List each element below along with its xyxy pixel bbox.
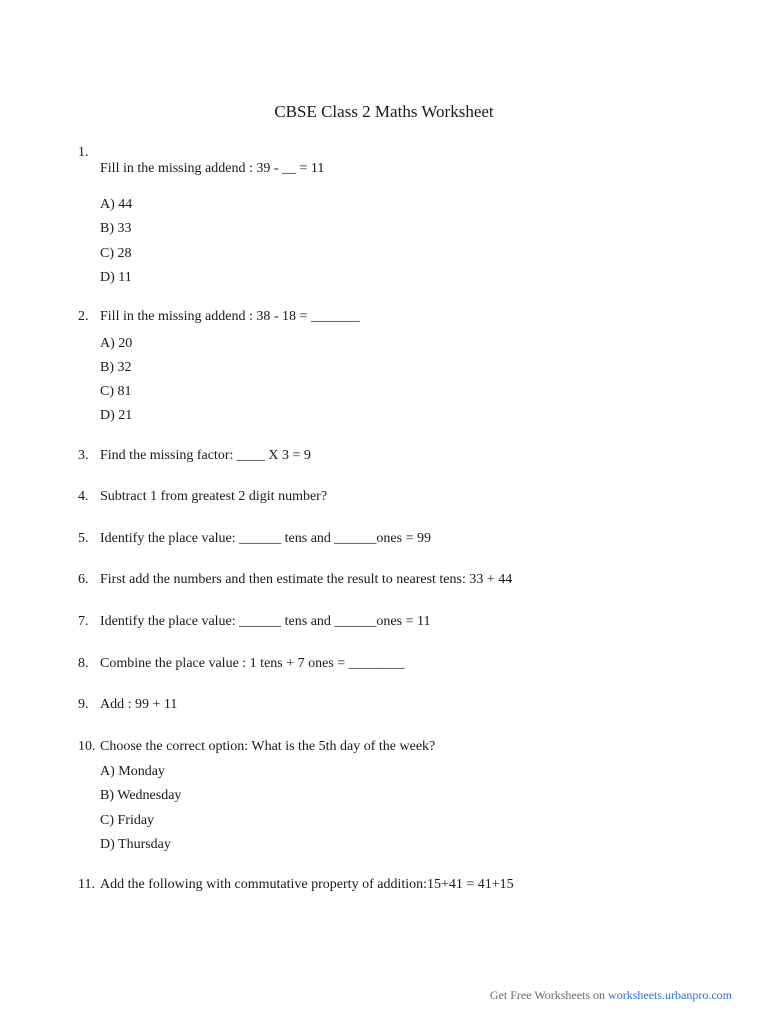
option-a: A) 44 xyxy=(100,197,133,212)
question-text: Add the following with commutative property of addition:15+41 = 41+15 xyxy=(100,877,514,892)
question-text: Choose the correct option: What is the 5th day of the week? xyxy=(100,739,436,754)
question-number: 7. xyxy=(78,614,89,629)
question-number: 4. xyxy=(78,489,89,504)
option-c: C) Friday xyxy=(100,813,155,828)
option-a: A) 20 xyxy=(100,336,133,351)
footer-prefix: Get Free Worksheets on xyxy=(489,988,609,1002)
question-number: 3. xyxy=(78,448,89,463)
question-number: 8. xyxy=(78,656,89,671)
question-text: Identify the place value: ______ tens and ______ones = 11 xyxy=(100,614,431,629)
option-d: D) 21 xyxy=(100,408,133,423)
question-text: Fill in the missing addend : 38 - 18 = _______ xyxy=(100,309,360,324)
question-text: Fill in the missing addend : 39 - __ = 11 xyxy=(100,161,325,176)
question-number: 1. xyxy=(78,145,89,160)
page-title: CBSE Class 2 Maths Worksheet xyxy=(274,102,494,121)
option-d: D) Thursday xyxy=(100,837,171,852)
question-number: 11. xyxy=(78,877,95,892)
question-number: 5. xyxy=(78,531,89,546)
option-b: B) Wednesday xyxy=(100,788,182,803)
option-d: D) 11 xyxy=(100,270,132,285)
option-b: B) 32 xyxy=(100,360,132,375)
question-text: Find the missing factor: ____ X 3 = 9 xyxy=(100,448,311,463)
question-number: 2. xyxy=(78,309,89,324)
option-a: A) Monday xyxy=(100,764,165,779)
footer-link[interactable]: worksheets.urbanpro.com xyxy=(608,988,732,1002)
option-b: B) 33 xyxy=(100,221,132,236)
footer xyxy=(490,988,732,1003)
question-number: 10. xyxy=(78,739,96,754)
question-number: 9. xyxy=(78,697,89,712)
option-c: C) 28 xyxy=(100,246,132,261)
question-text: Identify the place value: ______ tens and ______ones = 99 xyxy=(100,531,431,546)
option-c: C) 81 xyxy=(100,384,132,399)
question-text: Add : 99 + 11 xyxy=(100,697,178,712)
question-number: 6. xyxy=(78,572,89,587)
question-text: Subtract 1 from greatest 2 digit number? xyxy=(100,489,328,504)
question-text: Combine the place value : 1 tens + 7 ones = ________ xyxy=(100,656,405,671)
question-text: First add the numbers and then estimate the result to nearest tens: 33 + 44 xyxy=(100,572,513,587)
